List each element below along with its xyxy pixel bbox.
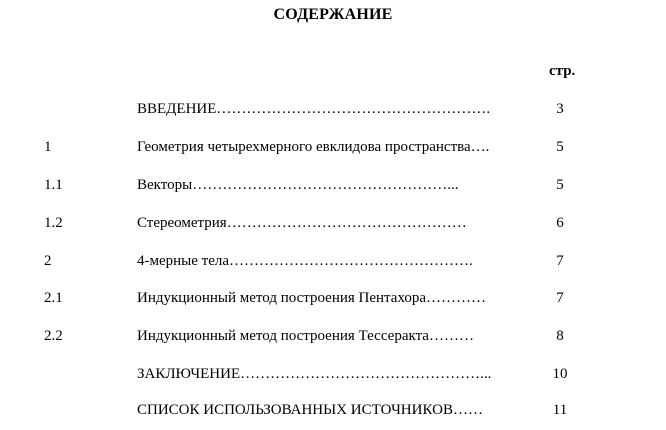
toc-row [0,399,666,421]
toc-row-number: 2.2 [44,328,63,344]
toc-row-number: 2.1 [44,290,63,306]
toc-row-title: Векторы……………………………………………... [137,177,459,193]
toc-row [0,174,666,196]
toc-row-page: 7 [556,290,564,306]
toc-row-page: 10 [552,366,568,382]
toc-row [0,136,666,158]
toc-row-title: ВВЕДЕНИЕ………………………………………………. [137,101,491,117]
toc-row-title: Индукционный метод построения Пентахора………… [137,290,487,306]
toc-row-title: Индукционный метод построения Тессеракта……… [137,328,474,344]
toc-row [0,98,666,120]
toc-row-page: 6 [556,215,564,231]
toc-row-title: 4-мерные тела…………………………………………. [137,253,473,269]
toc-row-page: 5 [556,177,564,193]
toc-row-page: 8 [556,328,564,344]
toc-row [0,325,666,347]
toc-row-page: 7 [556,253,564,269]
toc-row-number: 1.2 [44,215,63,231]
toc-row-page: 3 [556,101,564,117]
toc-row [0,250,666,272]
toc-row-number: 2 [44,253,52,269]
toc-row [0,363,666,385]
toc-row-number: 1 [44,139,52,155]
toc-row-page: 5 [556,139,564,155]
toc-row-title: Геометрия четырехмерного евклидова пространства…. [137,139,490,155]
document-title: СОДЕРЖАНИЕ [273,6,393,23]
toc-row-title: Стереометрия………………………………………… [137,215,467,231]
toc-row-page: 11 [552,402,568,418]
toc-row-title: ЗАКЛЮЧЕНИЕ…………………………………………... [137,366,492,382]
toc-row-title: СПИСОК ИСПОЛЬЗОВАННЫХ ИСТОЧНИКОВ…… [137,402,483,418]
toc-row-number: 1.1 [44,177,63,193]
toc-row [0,287,666,309]
page-column-label: стр. [549,63,576,79]
toc-row [0,212,666,234]
